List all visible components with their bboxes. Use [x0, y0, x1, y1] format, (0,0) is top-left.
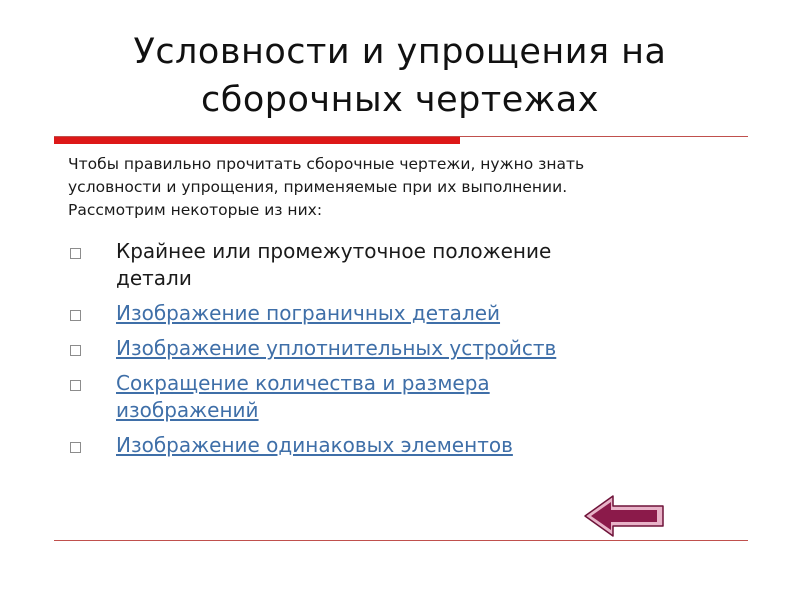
square-bullet-icon: [70, 248, 81, 259]
square-bullet-icon: [70, 345, 81, 356]
bullet-item-identical-elements: [68, 432, 708, 459]
link-text-line: Изображение уплотнительных устройств: [116, 336, 557, 360]
square-bullet-icon: [70, 310, 81, 321]
slide-title-line: сборочных чертежах: [201, 80, 599, 120]
square-bullet-icon: [70, 380, 81, 391]
bullet-item-extreme-position: [68, 238, 708, 292]
bullet-list: [68, 238, 708, 467]
arrow-left-icon: [583, 494, 665, 538]
link-text-line: Изображение одинаковых элементов: [116, 433, 513, 457]
title-divider-accent: [54, 137, 460, 144]
bullet-item-reduce-images: [68, 370, 708, 424]
slide-title: [60, 28, 740, 124]
link-identical-elements[interactable]: [116, 432, 708, 459]
link-reduce-images[interactable]: [116, 370, 708, 424]
intro-line: Рассмотрим некоторые из них:: [68, 201, 323, 219]
link-sealing-devices[interactable]: [116, 335, 708, 362]
back-button[interactable]: [583, 494, 665, 538]
intro-line: условности и упрощения, применяемые при их выполнении.: [68, 178, 568, 196]
bullet-item-sealing-devices: [68, 335, 708, 362]
intro-line: Чтобы правильно прочитать сборочные чертежи, нужно знать: [68, 155, 585, 173]
slide-title-line: Условности и упрощения на: [133, 32, 667, 72]
bullet-text: [116, 238, 708, 292]
link-border-parts[interactable]: [116, 300, 708, 327]
intro-paragraph: [68, 153, 748, 222]
square-bullet-icon: [70, 442, 81, 453]
link-text-line: Изображение пограничных деталей: [116, 301, 501, 325]
link-text-line: Сокращение количества и размера: [116, 371, 490, 395]
bullet-text-line: Крайнее или промежуточное положение: [116, 239, 552, 263]
link-text-line: изображений: [116, 398, 259, 422]
footer-divider: [54, 540, 748, 541]
bullet-text-line: детали: [116, 266, 192, 290]
bullet-item-border-parts: [68, 300, 708, 327]
